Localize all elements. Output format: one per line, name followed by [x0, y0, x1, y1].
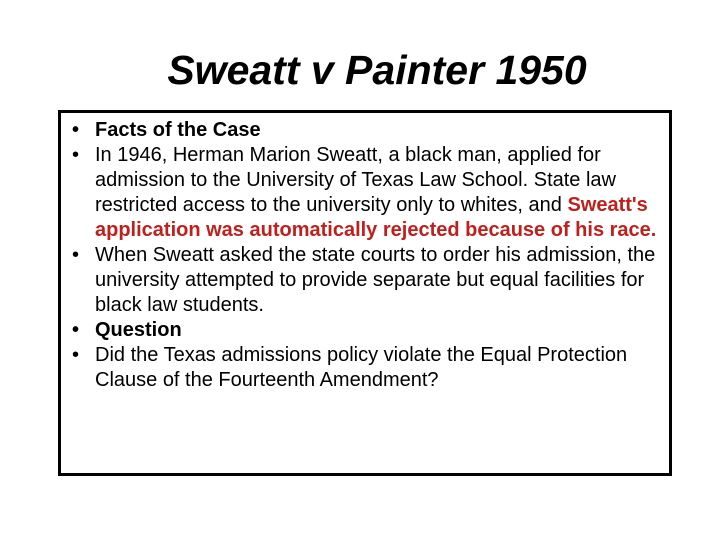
bullet-text: Facts of the Case — [95, 119, 261, 141]
slide-title: Sweatt v Painter 1950 — [167, 47, 587, 93]
bullet-list — [72, 118, 672, 393]
bullet-facts-followup — [72, 243, 672, 318]
bullet-text: Did the Texas admissions policy violate the Equal Protection Clause of the Fourteenth Amendment? — [95, 344, 628, 391]
bullet-question-heading — [72, 318, 672, 343]
bullet-icon: • — [72, 144, 80, 166]
bullet-highlight-text: Sweatt's application was automatically rejected because of his race. — [95, 194, 657, 241]
bullet-icon: • — [72, 119, 80, 141]
bullet-facts-heading — [72, 118, 672, 143]
bullet-icon: • — [72, 319, 80, 341]
bullet-icon: • — [72, 344, 80, 366]
bullet-question-body — [72, 343, 672, 393]
bullet-text: In 1946, Herman Marion Sweatt, a black man, applied for admission to the University of Texas Law School. State law restricted access to the university only to whites, and — [95, 144, 616, 216]
bullet-text: When Sweatt asked the state courts to order his admission, the university attempted to provide separate but equal facilities for black law students. — [95, 244, 656, 316]
bullet-facts-body — [72, 143, 672, 243]
bullet-icon: • — [72, 244, 80, 266]
bullet-text: Question — [95, 319, 182, 341]
